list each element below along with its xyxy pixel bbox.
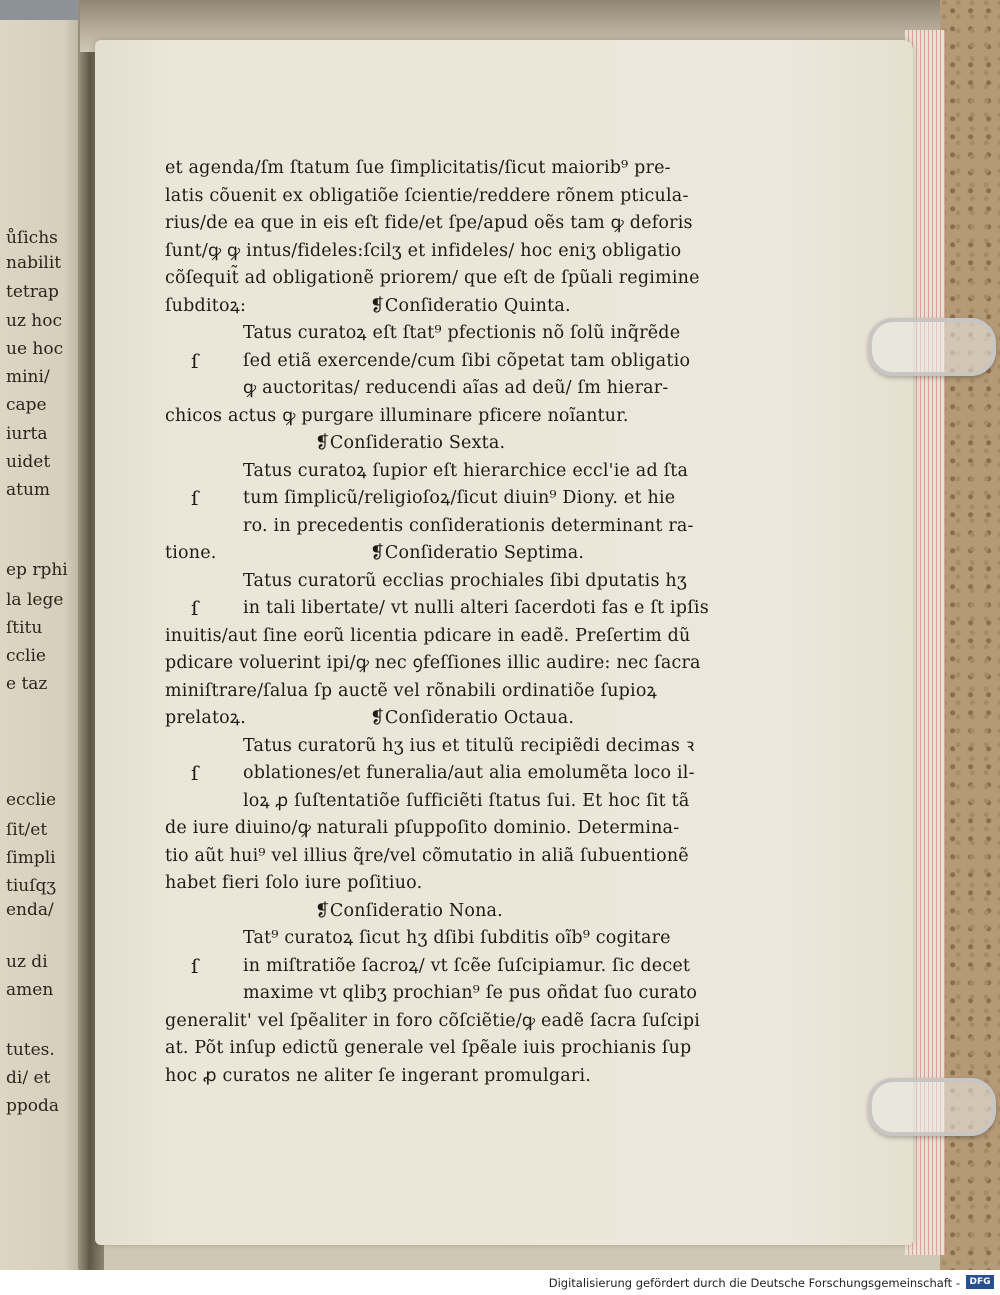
- left-page-fragment: la lege: [6, 590, 64, 610]
- section-heading-text: ❡Conſideratio Nona.: [315, 900, 503, 921]
- text-line: [165, 623, 777, 651]
- left-page-fragment: iurta: [6, 424, 48, 444]
- left-page-fragment: ſit/et: [6, 820, 48, 840]
- line-text: miniſtrare/ſalua ſp auctẽ vel rõnabili ordinatiõe ſupioꝝ: [165, 680, 657, 701]
- line-text: hoc ꝓ curatos ne aliter ſe ingerant promulgari.: [165, 1065, 592, 1086]
- line-text: et agenda/ſm ſtatum ſue ſimplicitatis/ſicut maiorib⁹ pre-: [165, 158, 671, 178]
- section-heading-text: ❡Conſideratio Sexta.: [315, 433, 506, 453]
- line-text: ſubditoꝝ:: [165, 295, 247, 316]
- left-page-fragment: ſimpli: [6, 848, 56, 868]
- text-line: [165, 760, 777, 788]
- left-page-fragment: amen: [6, 980, 54, 1000]
- left-page-fragment: tetrap: [6, 282, 59, 302]
- text-line: [165, 815, 777, 843]
- line-text: chicos actus ꝙ purgare illuminare pficere noĩantur.: [165, 405, 629, 426]
- line-text: pdicare voluerint ipi/ꝙ nec ꝯfeſſiones illic audire: nec ſacra: [165, 653, 701, 673]
- text-line: [165, 155, 777, 183]
- line-text: ſunt/ꝙ ꝙ intus/fideles:ſcilʒ et infideles/ hoc eniʒ obligatio: [165, 240, 682, 261]
- line-text: inuitis/aut ſine eorũ licentia pdicare in eadẽ. Preſertim dũ: [165, 625, 691, 646]
- marginal-mark: ſ: [191, 761, 199, 785]
- text-line: [165, 375, 777, 403]
- section-heading-text: ❡Conſideratio Octaua.: [370, 708, 575, 728]
- line-text: Tat⁹ curatoꝝ ſicut hʒ dſibi ſubditis oĩb⁹ cogitare: [243, 928, 671, 948]
- line-text: Tatus curatoꝝ ſupior eſt hierarchice eccl'ie ad ſta: [243, 460, 689, 481]
- left-page-fragment: enda/: [6, 900, 54, 920]
- text-line: [165, 293, 777, 321]
- text-line: [165, 183, 777, 211]
- text-line: [165, 705, 777, 733]
- left-page-fragment: ůſichs: [6, 228, 58, 248]
- text-line: [165, 843, 777, 871]
- text-line: [165, 870, 777, 898]
- section-heading-text: ❡Conſideratio Septima.: [370, 543, 585, 563]
- line-text: tum ſimplicũ/religioſoꝝ/ſicut diuin⁹ Diony. et hie: [243, 488, 676, 508]
- line-text: ro. in precedentis conſiderationis determinant ra-: [243, 515, 694, 536]
- line-text: ꝙ auctoritas/ reducendi aĩas ad deũ/ ſm hierar-: [243, 378, 669, 398]
- left-page-fragment: uz di: [6, 952, 48, 972]
- dfg-logo: DFG: [966, 1275, 994, 1289]
- text-line: [165, 733, 777, 761]
- line-text: in miſtratiõe ſacroꝝ/ vt ſcẽe ſuſcipiamur. ſic decet: [243, 955, 691, 976]
- line-text: Tatus curatoꝝ eſt ſtat⁹ pfectionis nõ ſolũ inq̃rẽde: [243, 323, 681, 343]
- text-line: [165, 458, 777, 486]
- left-page-fragment: uz hoc: [6, 311, 63, 331]
- left-page-fragment: e taz: [6, 674, 48, 694]
- line-text: maxime vt qlibʒ prochian⁹ ſe pus oñdat ſuo curato: [243, 983, 698, 1003]
- text-line: [165, 1008, 777, 1036]
- text-line: [165, 403, 777, 431]
- left-page-fragment: ep rphi: [6, 560, 68, 580]
- text-line: [165, 485, 777, 513]
- text-line: [165, 953, 777, 981]
- left-page-fragment: uidet: [6, 452, 51, 472]
- line-text: habet fieri ſolo iure poſitiuo.: [165, 873, 423, 893]
- funding-credit: Digitalisierung gefördert durch die Deutsche Forschungsgemeinschaft -: [548, 1276, 960, 1290]
- left-page-fragment: mini/: [6, 367, 50, 387]
- text-line: [165, 595, 777, 623]
- line-text: loꝝ ꝓ ſuſtentatiõe ſufficiẽti ſtatus ſui. Et hoc ſit tã: [243, 790, 690, 811]
- text-line: [165, 788, 777, 816]
- left-page-fragment: tutes.: [6, 1040, 55, 1060]
- line-text: in tali libertate/ vt nulli alteri ſacerdoti fas e ſt ipſis: [243, 598, 709, 618]
- left-page-fragment: ppoda: [6, 1096, 60, 1116]
- text-line: [165, 540, 777, 568]
- left-page-fragment: nabilit: [6, 253, 62, 273]
- section-heading: [165, 898, 777, 926]
- text-line: [165, 320, 777, 348]
- left-page-fragment: di/ et: [6, 1068, 51, 1088]
- line-text: generalit' vel ſpẽaliter in foro cõſciẽtie/ꝙ eadẽ ſacra ſuſcipi: [165, 1010, 701, 1031]
- line-text: ſed etiã exercende/cum ſibi cõpetat tam obligatio: [243, 350, 691, 371]
- left-page-fragment: ecclie: [6, 790, 57, 810]
- text-line: [165, 210, 777, 238]
- page-clip-top: [868, 318, 996, 376]
- section-heading-text: ❡Conſideratio Quinta.: [370, 295, 571, 316]
- text-line: [165, 568, 777, 596]
- line-text: Tatus curatorũ ecclias prochiales ſibi dputatis hʒ: [243, 570, 687, 591]
- line-text: Tatus curatorũ hʒ ius et titulũ recipiẽdi decimas ꝛ: [243, 735, 695, 756]
- line-text: de iure diuino/ꝙ naturali pſuppoſito dominio. Determina-: [165, 818, 680, 838]
- text-line: [165, 238, 777, 266]
- footer-bar: [0, 1270, 1000, 1295]
- line-text: latis cõuenit ex obligatiõe ſcientie/reddere rõnem pticula-: [165, 185, 689, 206]
- text-line: [165, 1035, 777, 1063]
- page-clip-bottom: [868, 1078, 996, 1136]
- text-line: [165, 980, 777, 1008]
- text-line: [165, 265, 777, 293]
- text-line: [165, 1063, 777, 1091]
- left-page-fragment: tiuſqʒ: [6, 876, 56, 896]
- left-page-fragment: ue hoc: [6, 339, 64, 359]
- page-text-block: [165, 155, 777, 1090]
- text-line: [165, 513, 777, 541]
- marginal-mark: ſ: [191, 348, 199, 373]
- text-line: [165, 650, 777, 678]
- line-text: prelatoꝝ.: [165, 708, 247, 728]
- line-text: rius/de ea que in eis eſt fide/et ſpe/apud oẽs tam ꝙ deforis: [165, 213, 693, 233]
- text-line: [165, 678, 777, 706]
- marginal-mark: ſ: [191, 953, 199, 978]
- marginal-mark: ſ: [191, 486, 199, 510]
- left-page-fragment: ſtitu: [6, 618, 43, 638]
- left-page-fragment: atum: [6, 480, 51, 500]
- left-page-fragment: cclie: [6, 646, 46, 666]
- text-line: [165, 925, 777, 953]
- left-page-fragment: cape: [6, 395, 47, 415]
- line-text: at. Põt inſup edictũ generale vel ſpẽale iuis prochianis ſup: [165, 1038, 692, 1058]
- text-line: [165, 348, 777, 376]
- marginal-mark: ſ: [191, 596, 199, 620]
- line-text: oblationes/et funeralia/aut alia emolumẽta loco il-: [243, 763, 695, 783]
- section-heading: [165, 430, 777, 458]
- left-page-text: [0, 0, 78, 1270]
- line-text: tio aũt hui⁹ vel illius q̃re/vel cõmutatio in aliã ſubuentionẽ: [165, 845, 689, 866]
- line-text: tione.: [165, 543, 217, 563]
- line-text: cõſequit̃ ad obligationẽ priorem/ que eſt de ſpũali regimine: [165, 268, 700, 288]
